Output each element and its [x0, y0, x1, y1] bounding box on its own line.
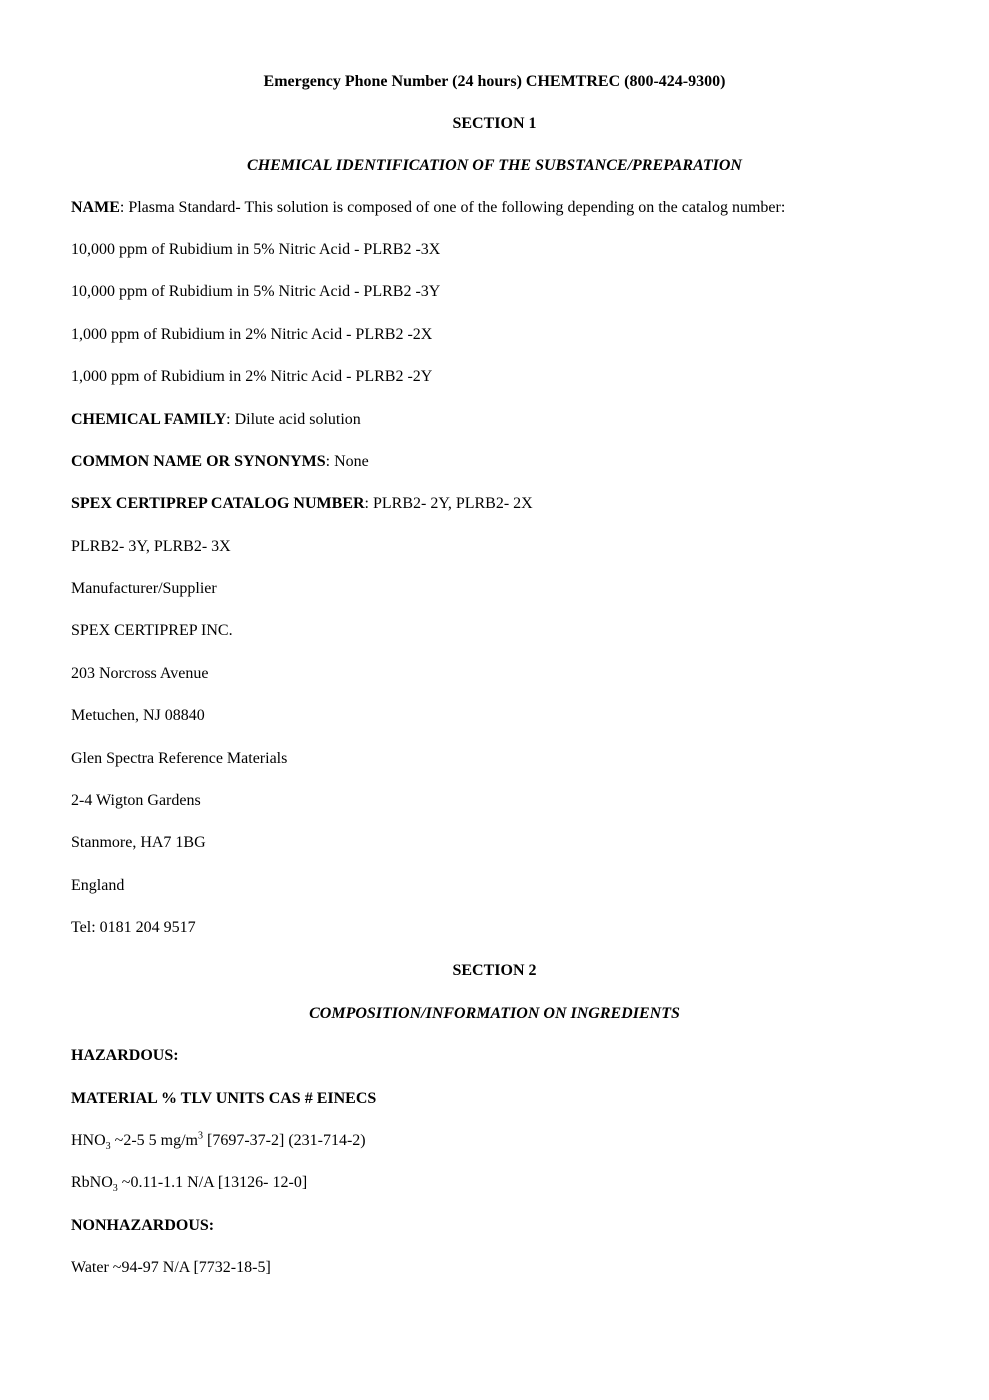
- address-line: Tel: 0181 204 9517: [71, 919, 196, 936]
- synonyms-value: : None: [325, 453, 369, 470]
- ingredient-row-hno3: [71, 1131, 366, 1151]
- ingredients-table-header: MATERIAL % TLV UNITS CAS # EINECS: [71, 1090, 377, 1107]
- address-line: 203 Norcross Avenue: [71, 665, 209, 682]
- section-1-title: CHEMICAL IDENTIFICATION OF THE SUBSTANCE/PREPARATION: [247, 157, 742, 174]
- ingredient-values: ~2-5 5 mg/m: [110, 1132, 198, 1149]
- address-line: Glen Spectra Reference Materials: [71, 750, 288, 767]
- catalog-number-value: : PLRB2- 2Y, PLRB2- 2X: [364, 495, 533, 512]
- catalog-number-label: SPEX CERTIPREP CATALOG NUMBER: [71, 495, 365, 512]
- section-2-title: COMPOSITION/INFORMATION ON INGREDIENTS: [309, 1005, 680, 1022]
- ingredient-row-rbno3: [71, 1173, 307, 1193]
- formula-text: RbNO: [71, 1174, 113, 1191]
- chemical-family-label: CHEMICAL FAMILY: [71, 411, 227, 428]
- name-label: NAME: [71, 199, 120, 216]
- synonyms-line: [71, 452, 369, 472]
- section-2-heading: SECTION 2: [452, 962, 537, 979]
- address-line: SPEX CERTIPREP INC.: [71, 622, 233, 639]
- product-line: 1,000 ppm of Rubidium in 2% Nitric Acid - PLRB2 -2Y: [71, 368, 433, 385]
- section-1-heading: SECTION 1: [452, 115, 537, 132]
- subscript: 3: [112, 1183, 118, 1195]
- chemical-family-line: [71, 410, 361, 430]
- ingredient-row-water: Water ~94-97 N/A [7732-18-5]: [71, 1259, 271, 1276]
- address-line: Stanmore, HA7 1BG: [71, 834, 206, 851]
- address-line: Metuchen, NJ 08840: [71, 707, 205, 724]
- hazardous-label: HAZARDOUS:: [71, 1047, 179, 1064]
- superscript: 3: [198, 1130, 203, 1142]
- emergency-phone-heading: Emergency Phone Number (24 hours) CHEMTREC (800-424-9300): [263, 73, 726, 90]
- address-line: Manufacturer/Supplier: [71, 580, 217, 597]
- ingredient-ids: [7697-37-2] (231-714-2): [203, 1132, 366, 1149]
- product-line: 10,000 ppm of Rubidium in 5% Nitric Acid - PLRB2 -3Y: [71, 283, 441, 300]
- address-line: England: [71, 877, 125, 894]
- product-line: 10,000 ppm of Rubidium in 5% Nitric Acid - PLRB2 -3X: [71, 241, 441, 258]
- synonyms-label: COMMON NAME OR SYNONYMS: [71, 453, 326, 470]
- formula-text: HNO: [71, 1132, 106, 1149]
- catalog-number-line: [71, 494, 533, 514]
- ingredient-values: ~0.11-1.1 N/A [13126- 12-0]: [117, 1174, 308, 1191]
- product-line: 1,000 ppm of Rubidium in 2% Nitric Acid - PLRB2 -2X: [71, 326, 433, 343]
- catalog-number-continued: PLRB2- 3Y, PLRB2- 3X: [71, 538, 231, 555]
- chemical-family-value: : Dilute acid solution: [226, 411, 361, 428]
- subscript: 3: [105, 1141, 111, 1153]
- address-line: 2-4 Wigton Gardens: [71, 792, 201, 809]
- nonhazardous-label: NONHAZARDOUS:: [71, 1217, 215, 1234]
- name-value: : Plasma Standard- This solution is composed of one of the following depending on the catalog number:: [119, 199, 786, 216]
- name-line: [71, 198, 785, 218]
